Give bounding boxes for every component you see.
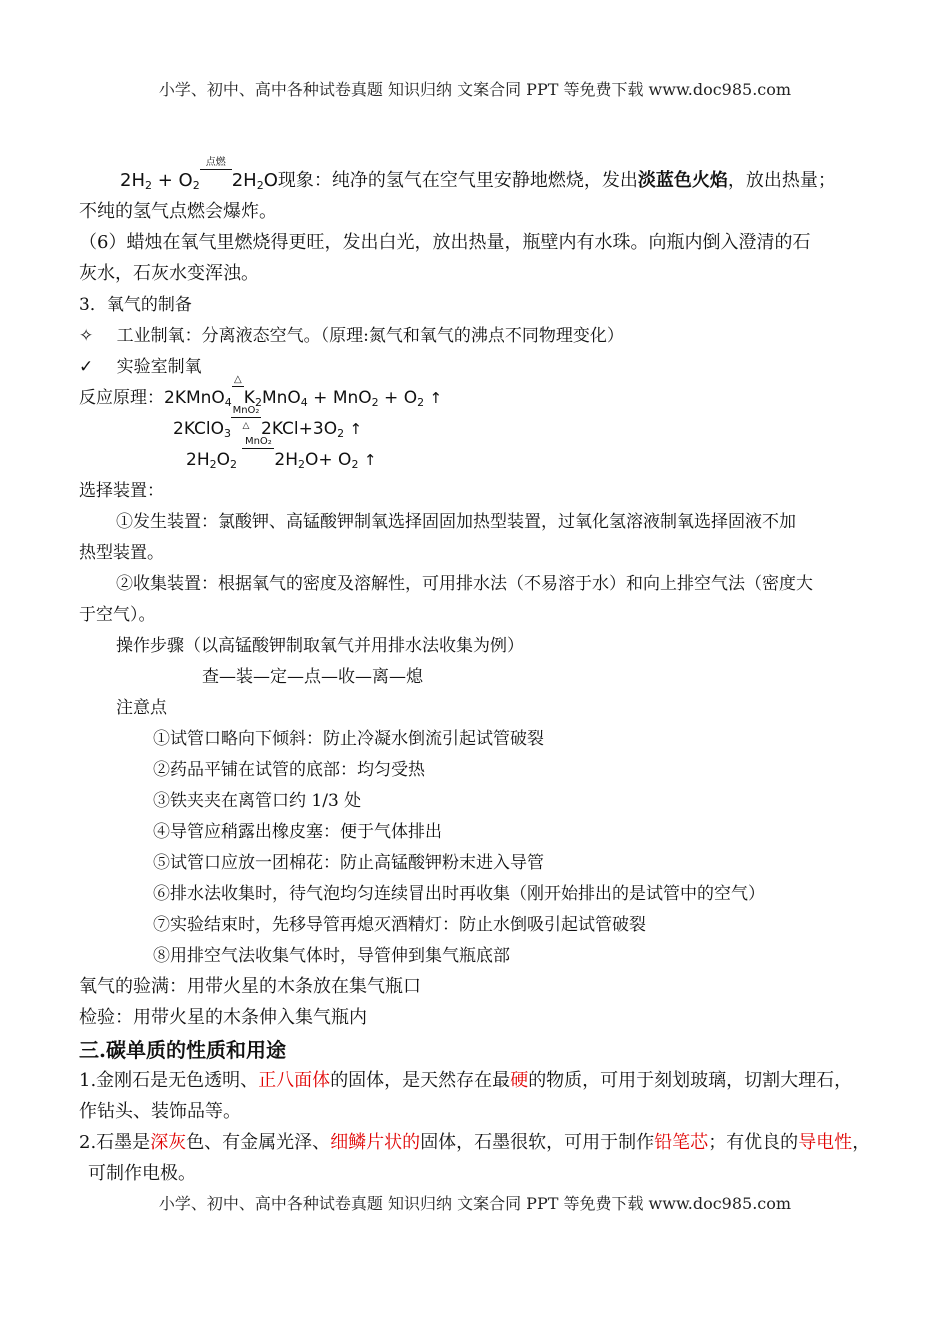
note-item: ③铁夹夹在离管口约 1/3 处 [153,791,362,811]
diamond-bullet-icon: ✧ [79,326,94,346]
pencil-lead-highlight: 铅笔芯 [654,1132,709,1153]
full-check-line: 氧气的验满：用带火星的木条放在集气瓶口 [79,976,421,997]
gas-arrow-icon: ↑ [429,389,443,407]
page-header: 小学、初中、高中各种试卷真题 知识归纳 文案合同 PPT 等免费下载 www.doc985.com [158,80,792,99]
candle-line-2: 灰水，石灰水变浑浊。 [79,263,259,284]
note-item: ⑦实验结束时，先移导管再熄灭酒精灯：防止水倒吸引起试管破裂 [153,915,646,935]
octahedron-highlight: 正八面体 [258,1070,331,1091]
steps-sequence: 查—装—定—点—收—离—熄 [202,667,423,687]
diamond-paragraph-line-1: 1.金刚石是无色透明、正八面体的固体，是天然存在最硬的物质，可用于刻划玻璃，切割大理石， [79,1070,853,1091]
reaction-principle-label: 反应原理： [79,388,164,408]
gas-arrow-icon: ↑ [349,420,363,438]
collector-line-1: ②收集装置：根据氧气的密度及溶解性，可用排水法（不易溶于水）和向上排空气法（密度大 [116,574,813,594]
note-item: ④导管应稍露出橡皮塞：便于气体排出 [153,822,442,842]
note-item: ⑤试管口应放一团棉花：防止高锰酸钾粉末进入导管 [153,853,544,873]
candle-line-1: （6）蜡烛在氧气里燃烧得更旺，发出白光，放出热量，瓶壁内有水珠。向瓶内倒入澄清的石 [79,232,811,253]
test-line: 检验：用带火星的木条伸入集气瓶内 [79,1007,367,1028]
h2-explosion-line: 不纯的氢气点燃会爆炸。 [79,201,277,222]
note-item: ②药品平铺在试管的底部：均匀受热 [153,760,425,780]
diamond-paragraph-line-2: 作钻头、装饰品等。 [79,1101,241,1122]
device-title: 选择装置： [79,481,164,501]
equation-h2o2: $2H_2O_2$ MnO₂ $2H_2O+ O_2$ ↑ [186,436,377,471]
equation-kclo3: 2KClO$_3$ MnO₂ △ $2KCl+3O_2$ ↑ [173,405,363,440]
ignite-condition: 点燃 [200,170,232,192]
catalyst-heat-condition: MnO₂ △ [232,405,260,431]
blue-flame-emphasis: 淡蓝色火焰 [637,170,728,191]
conductivity-highlight: 导电性 [798,1132,853,1153]
dark-gray-highlight: 深灰 [150,1132,187,1153]
industrial-oxygen: ✧ 工业制氧：分离液态空气。（原理:氮气和氧气的沸点不同物理变化） [79,326,624,346]
note-item: ①试管口略向下倾斜：防止冷凝水倒流引起试管破裂 [153,729,544,749]
generator-line-2: 热型装置。 [79,543,164,563]
section-3-title: 3．氧气的制备 [79,295,192,315]
catalyst-condition: MnO₂ [242,449,274,471]
note-item: ⑥排水法收集时，待气泡均匀连续冒出时再收集（刚开始排出的是试管中的空气） [153,884,765,904]
steps-title: 操作步骤（以高锰酸钾制取氧气并用排水法收集为例） [116,636,524,656]
generator-line-1: ①发生装置：氯酸钾、高锰酸钾制氧选择固固加热型装置，过氧化氢溶液制氧选择固液不加 [116,512,796,532]
notes-title: 注意点 [116,698,167,718]
h2-equation: $2H_2 + O_2$ 点燃 $2H_2O$ [120,157,278,192]
hard-highlight: 硬 [510,1070,529,1091]
graphite-paragraph-line-2: 可制作电极。 [88,1163,196,1184]
gas-arrow-icon: ↑ [363,451,377,469]
equation-kmno4: 反应原理：2KMnO$_4$ △ $K_2MnO_4 + MnO_2 + O_2$ ↑ [79,374,443,409]
graphite-paragraph-line-1: 2.石墨是深灰色、有金属光泽、细鳞片状的固体，石墨很软，可用于制作铅笔芯；有优良的导电性， [79,1132,871,1153]
collector-line-2: 于空气）。 [79,605,156,625]
flake-highlight: 细鳞片状的 [330,1132,421,1153]
lab-oxygen: ✓ 实验室制氧 [79,357,202,377]
page-footer: 小学、初中、高中各种试卷真题 知识归纳 文案合同 PPT 等免费下载 www.doc985.com [158,1194,792,1213]
note-item: ⑧用排空气法收集气体时，导管伸到集气瓶底部 [153,946,510,966]
carbon-section-title: 三.碳单质的性质和用途 [79,1038,286,1062]
heat-condition: △ [232,387,244,409]
h2-phenomenon: 现象：纯净的氢气在空气里安静地燃烧，发出 [277,170,638,191]
h2-equation-line: $2H_2 + O_2$ 点燃 $2H_2O$现象：纯净的氢气在空气里安静地燃烧，发出淡蓝色火焰，放出热量； [120,157,836,192]
check-bullet-icon: ✓ [79,357,94,377]
